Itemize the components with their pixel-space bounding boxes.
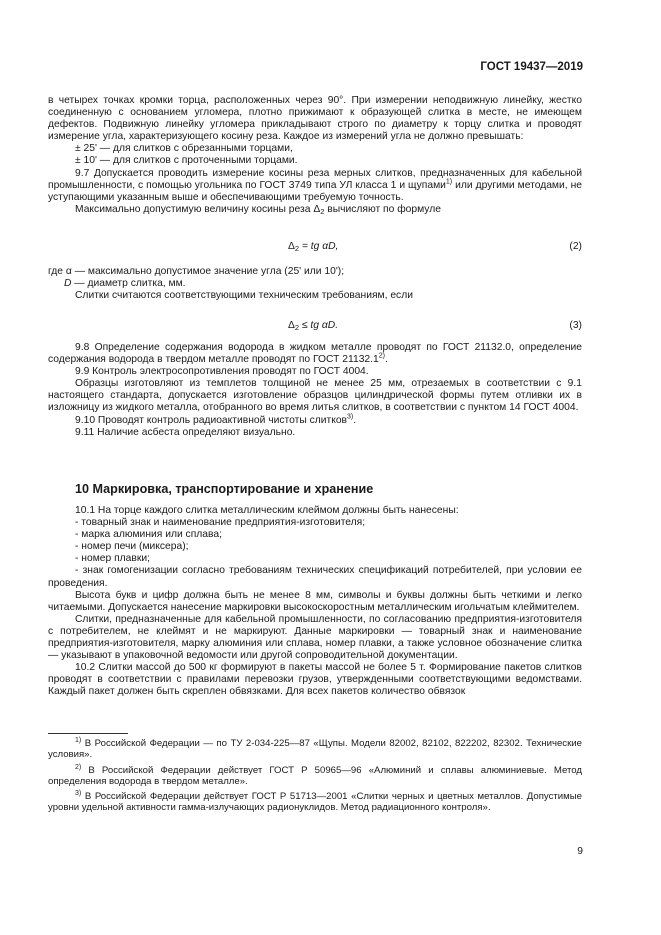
paragraph-9-7: 9.7 Допускается проводить измерение косины реза мерных слитков, предназначенных для кабельной промышленности, с помощью угольника по ГОСТ 3749 типа УЛ класса 1 и щупами$^{1)}$ или другими методами, не уступающими указанным выше и обеспечивающими требуемую точность. bbox=[48, 167, 582, 203]
paragraph: Максимально допустимую величину косины реза Δ2 вычисляют по формуле bbox=[75, 203, 441, 216]
formula-3: Δ2 ≤ tg αD. (3) bbox=[288, 320, 582, 332]
body-text-block-3 bbox=[48, 342, 582, 439]
paragraph: в четырех точках кромки торца, расположенных через 90°. При измерении неподвижную линейку, жестко соединенную с основанием угломера, плотно прижимают к образующей слитка в месте, не имеющем дефектов. Подвижную линейку угломера прикладывают строго по диаметру к торцу слитка и проводят измерение угла, характеризующего косину реза. Каждое из измерений угла не должно превышать: bbox=[48, 95, 582, 143]
list-item: - номер плавки; bbox=[75, 553, 150, 565]
footnote-divider bbox=[48, 733, 128, 734]
body-text-block-4 bbox=[48, 505, 582, 699]
paragraph: Слитки считаются соответствующими техническим требованиям, если bbox=[75, 290, 413, 302]
paragraph-9-8: 9.8 Определение содержания водорода в жидком металле проводят по ГОСТ 21132.0, определение содержания водорода в твердом металле проводят по ГОСТ 21132.1$^{2)}$. bbox=[48, 342, 582, 366]
section-title: 10 Маркировка, транспортирование и хранение bbox=[75, 482, 374, 496]
footnote-ref: 1) bbox=[445, 178, 453, 186]
paragraph: Высота букв и цифр должна быть не менее 8 мм, символы и буквы должны быть четкими и легко читаемыми. Допускается нанесение маркировки высокоскоростным металлическим игольчатым клеймителем. bbox=[48, 589, 582, 613]
paragraph: Образцы изготовляют из темплетов толщиной не менее 25 мм, отрезаемых в соответствии с 9.1 настоящего стандарта, допускается изготовление образцов цилиндрической формы путем отливки их в изложницу из жидкого металла, отобранного во время литья слитков, в соответствии с пунктом 14 ГОСТ 4004. bbox=[48, 378, 582, 414]
paragraph: где α — максимально допустимое значение угла (25' или 10'); bbox=[48, 266, 345, 277]
body-text-block-2 bbox=[48, 266, 582, 302]
paragraph-9-10: 9.10 Проводят контроль радиоактивной чистоты слитков$^{3)}$. bbox=[75, 413, 357, 426]
list-item: - товарный знак и наименование предприятия-изготовителя; bbox=[75, 517, 366, 529]
formula-number: (2) bbox=[569, 241, 582, 252]
footnote-1: $^{1)}$ В Российской Федерации — по ТУ 2-034-225—87 «Щупы. Модели 82002, 82102, 822202, 82302. Технические условия». bbox=[48, 736, 582, 761]
section-10 bbox=[48, 482, 582, 497]
footnote-3: $^{3)}$ В Российской Федерации действует ГОСТ Р 51713—2001 «Слитки черных и цветных металлов. Допустимые уровни удельной активности гамма-излучающих радионуклидов. Метод радиационного контроля». bbox=[48, 790, 582, 814]
list-item: ± 25' — для слитков с обрезанными торцами, bbox=[75, 143, 293, 155]
footnotes bbox=[48, 733, 582, 818]
paragraph-9-11: 9.11 Наличие асбеста определяют визуально. bbox=[75, 426, 296, 438]
paragraph-10-2: 10.2 Слитки массой до 500 кг формируют в пакеты массой не более 5 т. Формирование пакетов слитков проводят в соответствии с правилами перевозки грузов, утвержденными соответствующими ведомствами. Каждый пакет должен быть скреплен обвязками. Для всех пакетов количество обвязок bbox=[48, 662, 582, 698]
page-number: 9 bbox=[577, 846, 583, 857]
body-text-block-1 bbox=[48, 95, 582, 218]
footnote-ref: 2) bbox=[378, 352, 385, 360]
paragraph: Слитки, предназначенные для кабельной промышленности, по согласованию предприятия-изготовителя с потребителем, не клеймят и не маркируют. Данные маркировки — товарный знак и наименование предприятия-изготовителя, марку алюминия или сплава, номер плавки, а также условное обозначение слитка — указывают в упаковочной ведомости или другой сопроводительной документации. bbox=[48, 613, 582, 662]
formula-2: Δ2 = tg αD, (2) bbox=[288, 241, 582, 253]
paragraph: D — диаметр слитка, мм. bbox=[64, 278, 186, 290]
list-item: - номер печи (миксера); bbox=[75, 541, 189, 553]
formula-number: (3) bbox=[569, 320, 582, 331]
paragraph-10-1: 10.1 На торце каждого слитка металлическим клеймом должны быть нанесены: bbox=[75, 505, 459, 516]
footnote-2: $^{2)}$ В Российской Федерации действует ГОСТ Р 50965—96 «Алюминий и сплавы алюминиевые. Метод определения водорода в твердом металле». bbox=[48, 763, 582, 787]
footnote-ref: 3) bbox=[347, 413, 354, 421]
paragraph-9-9: 9.9 Контроль электросопротивления проводят по ГОСТ 4004. bbox=[75, 366, 369, 378]
list-item: ± 10' — для слитков с проточенными торцами. bbox=[75, 155, 298, 167]
list-item: - марка алюминия или сплава; bbox=[75, 529, 222, 541]
document-header: ГОСТ 19437—2019 bbox=[480, 61, 583, 73]
list-item: - знак гомогенизации согласно требованиям технических спецификаций потребителей, при условии ее проведения. bbox=[48, 565, 582, 589]
